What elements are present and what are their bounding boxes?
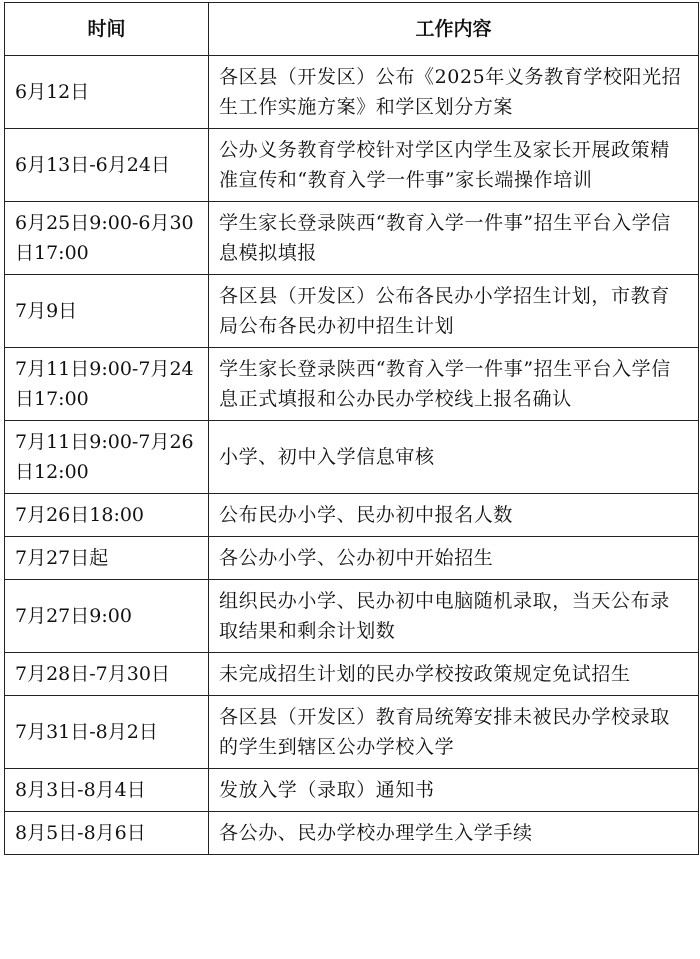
header-work-content: 工作内容 <box>209 3 699 56</box>
table-row <box>5 537 699 580</box>
header-time: 时间 <box>5 3 209 56</box>
table-row <box>5 769 699 812</box>
table-row <box>5 129 699 202</box>
time-cell: 8月5日-8月6日 <box>5 812 209 855</box>
table-row <box>5 275 699 348</box>
work-content-cell: 各区县（开发区）公布《2025年义务教育学校阳光招生工作实施方案》和学区划分方案 <box>209 56 699 129</box>
enrollment-schedule-table <box>4 2 699 855</box>
time-cell: 7月27日9:00 <box>5 580 209 653</box>
table-row <box>5 202 699 275</box>
time-cell: 6月13日-6月24日 <box>5 129 209 202</box>
work-content-cell: 各区县（开发区）教育局统筹安排未被民办学校录取的学生到辖区公办学校入学 <box>209 696 699 769</box>
work-content-cell: 未完成招生计划的民办学校按政策规定免试招生 <box>209 653 699 696</box>
time-cell: 8月3日-8月4日 <box>5 769 209 812</box>
table-row <box>5 812 699 855</box>
work-content-cell: 学生家长登录陕西“教育入学一件事”招生平台入学信息模拟填报 <box>209 202 699 275</box>
time-cell: 7月9日 <box>5 275 209 348</box>
time-cell: 6月25日9:00-6月30日17:00 <box>5 202 209 275</box>
table-row <box>5 348 699 421</box>
time-cell: 7月28日-7月30日 <box>5 653 209 696</box>
table-row <box>5 580 699 653</box>
work-content-cell: 各公办小学、公办初中开始招生 <box>209 537 699 580</box>
work-content-cell: 发放入学（录取）通知书 <box>209 769 699 812</box>
work-content-cell: 各公办、民办学校办理学生入学手续 <box>209 812 699 855</box>
time-cell: 6月12日 <box>5 56 209 129</box>
time-cell: 7月26日18:00 <box>5 494 209 537</box>
work-content-cell: 公办义务教育学校针对学区内学生及家长开展政策精准宣传和“教育入学一件事”家长端操作培训 <box>209 129 699 202</box>
table-row <box>5 421 699 494</box>
work-content-cell: 各区县（开发区）公布各民办小学招生计划，市教育局公布各民办初中招生计划 <box>209 275 699 348</box>
time-cell: 7月11日9:00-7月24日17:00 <box>5 348 209 421</box>
work-content-cell: 学生家长登录陕西“教育入学一件事”招生平台入学信息正式填报和公办民办学校线上报名确认 <box>209 348 699 421</box>
table-row <box>5 696 699 769</box>
work-content-cell: 公布民办小学、民办初中报名人数 <box>209 494 699 537</box>
table-row <box>5 494 699 537</box>
time-cell: 7月27日起 <box>5 537 209 580</box>
work-content-cell: 小学、初中入学信息审核 <box>209 421 699 494</box>
table-row <box>5 653 699 696</box>
work-content-cell: 组织民办小学、民办初中电脑随机录取，当天公布录取结果和剩余计划数 <box>209 580 699 653</box>
time-cell: 7月31日-8月2日 <box>5 696 209 769</box>
table-header-row <box>5 3 699 56</box>
table-row <box>5 56 699 129</box>
time-cell: 7月11日9:00-7月26日12:00 <box>5 421 209 494</box>
